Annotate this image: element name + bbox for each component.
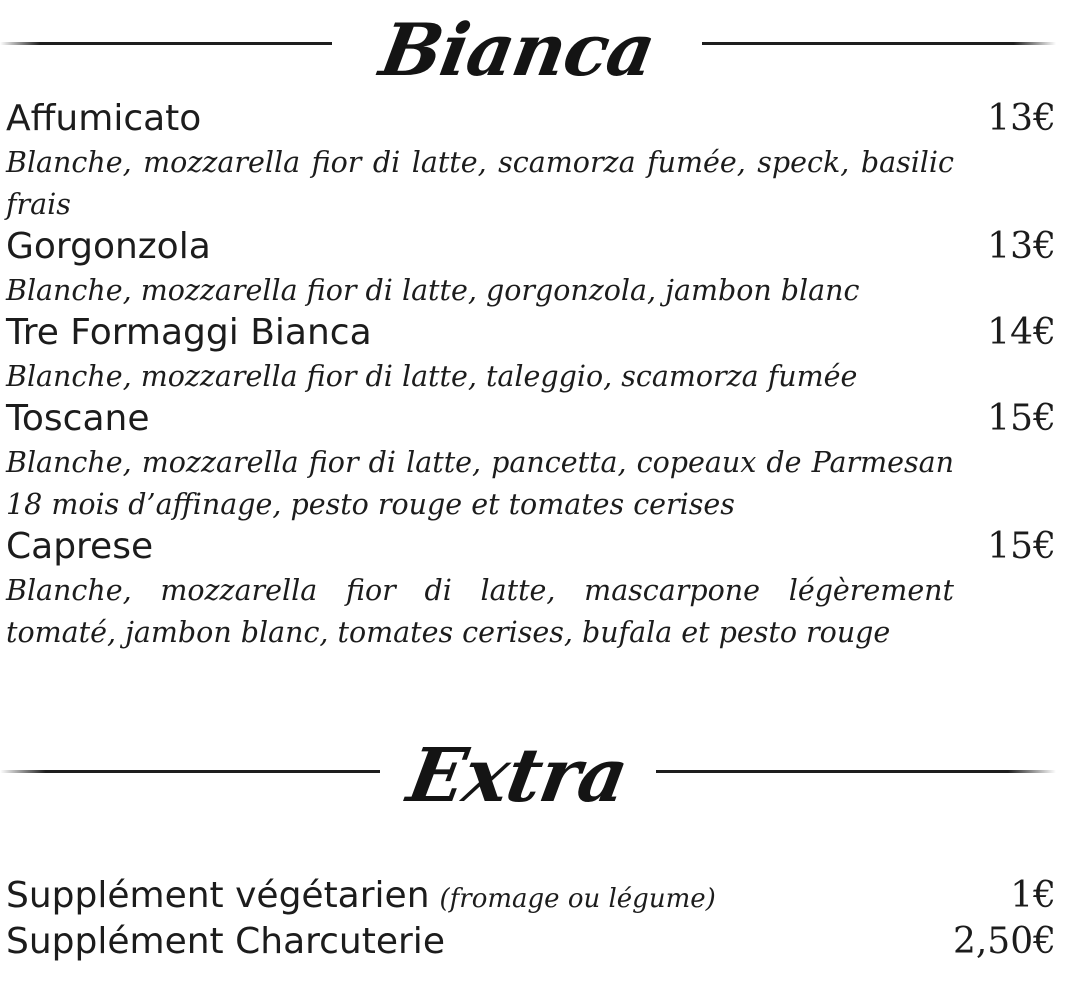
item-name: Tre Formaggi Bianca	[6, 312, 372, 353]
item-name: Gorgonzola	[6, 226, 211, 267]
item-description: Blanche, mozzarella fior di latte, mascarpone légèrement tomaté, jambon blanc, tomates cerises, bufala et pesto rouge	[6, 574, 954, 649]
item-price: 15€	[987, 526, 1056, 567]
bianca-section-header	[0, 0, 1060, 100]
item-description: Blanche, mozzarella fior di latte, gorgonzola, jambon blanc	[6, 274, 860, 307]
item-description: Blanche, mozzarella fior di latte, taleggio, scamorza fumée	[6, 360, 858, 393]
extra-label: Supplément Charcuterie	[6, 921, 445, 962]
extra-item	[6, 921, 1058, 967]
item-price: 13€	[987, 226, 1056, 267]
extra-section-header	[0, 726, 1060, 826]
divider-line-left	[0, 770, 380, 773]
item-name: Affumicato	[6, 98, 202, 139]
menu-item	[6, 526, 1058, 654]
extra-price: 1€	[1010, 875, 1056, 916]
item-name: Toscane	[6, 398, 150, 439]
extra-name	[6, 921, 445, 962]
item-description: Blanche, mozzarella fior di latte, scamorza fumée, speck, basilic frais	[6, 146, 954, 221]
item-price: 13€	[987, 98, 1056, 139]
menu-item	[6, 98, 1058, 226]
extra-price: 2,50€	[952, 921, 1056, 962]
divider-line-right	[702, 42, 1056, 45]
extra-item	[6, 875, 1058, 921]
extra-note: (fromage ou légume)	[439, 884, 716, 914]
extra-list	[6, 875, 1058, 967]
extra-label: Supplément végétarien	[6, 875, 430, 916]
menu-item	[6, 398, 1058, 526]
extra-name	[6, 875, 716, 916]
divider-line-left	[0, 42, 332, 45]
item-name: Caprese	[6, 526, 154, 567]
bianca-menu-list	[6, 98, 1058, 654]
item-price: 15€	[987, 398, 1056, 439]
item-description: Blanche, mozzarella fior di latte, pancetta, copeaux de Parmesan 18 mois d’affinage, pesto rouge et tomates cerises	[6, 446, 954, 521]
item-price: 14€	[987, 312, 1056, 353]
menu-item	[6, 312, 1058, 398]
menu-item	[6, 226, 1058, 312]
section-title-extra: Extra	[401, 733, 634, 819]
divider-line-right	[656, 770, 1056, 773]
section-title-bianca: Bianca	[374, 7, 661, 92]
